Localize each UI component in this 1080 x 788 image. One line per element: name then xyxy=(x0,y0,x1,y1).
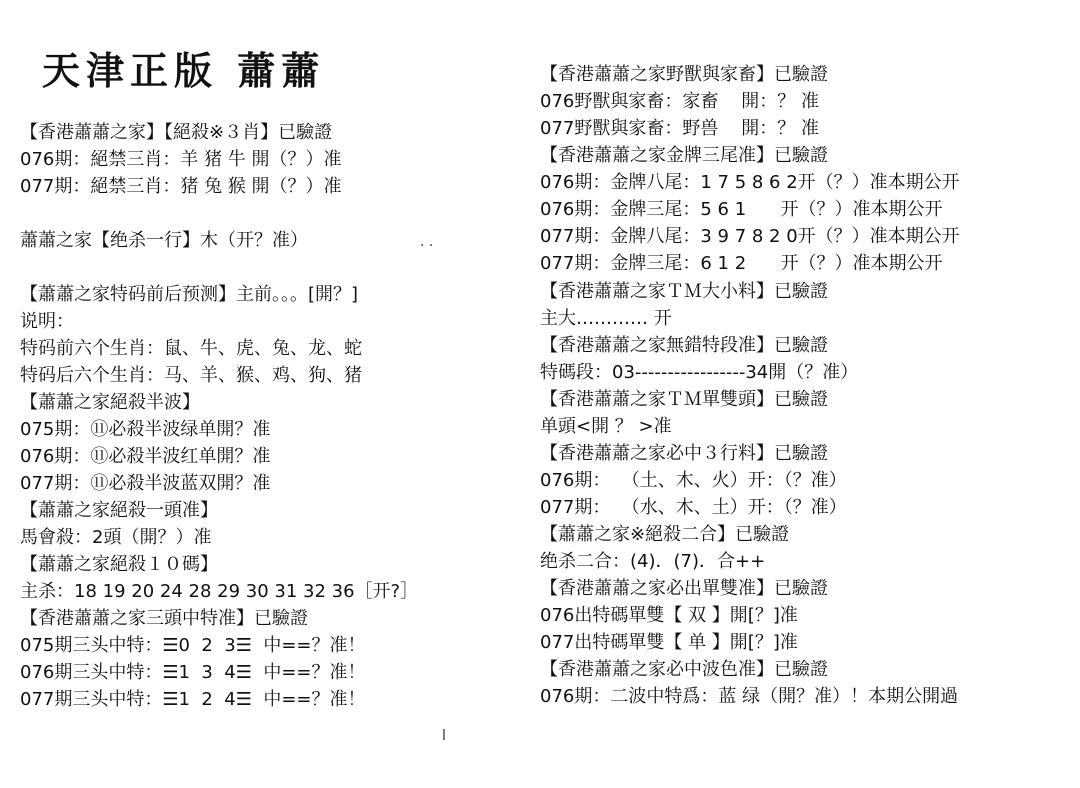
right-line-8: 077期：金牌三尾：6 1 2 开（？）准本期公开 xyxy=(540,253,943,274)
left-line-11: 076期：⑪必殺半波红单開？准 xyxy=(20,446,271,467)
page-number-mark: l xyxy=(442,728,446,744)
right-line-9: 【香港蕭蕭之家ＴＭ大小料】已驗證 xyxy=(540,281,828,302)
left-line-18: 075期三头中特：☰0 2 3☰ 中==？准！ xyxy=(20,635,366,656)
right-line-1: 【香港蕭蕭之家野獸與家畜】已驗證 xyxy=(540,64,828,85)
page-title: 天津正版 蕭蕭 xyxy=(42,48,326,93)
right-line-11: 【香港蕭蕭之家無錯特段准】已驗證 xyxy=(540,335,828,356)
right-line-21: 076出特碼單雙【 双 】開[？]准 xyxy=(540,605,798,626)
left-line-9: 【蕭蕭之家絕殺半波】 xyxy=(20,392,200,413)
left-line-5: 【蕭蕭之家特码前后预测】主前。。。[開？] xyxy=(20,284,359,305)
left-line-13: 【蕭蕭之家絕殺一頭准】 xyxy=(20,500,218,521)
left-line-14: 馬會殺：2頭（開？）准 xyxy=(20,527,212,548)
right-line-5: 076期：金牌八尾：1 7 5 8 6 2开（？）准本期公开 xyxy=(540,172,960,193)
left-line-10: 075期：⑪必殺半波绿单開？准 xyxy=(20,419,271,440)
right-line-13: 【香港蕭蕭之家ＴＭ單雙頭】已驗證 xyxy=(540,389,828,410)
right-line-10: 主大………… 开 xyxy=(540,308,672,329)
right-line-12: 特碼段：03-----------------34開（？准） xyxy=(540,362,859,383)
right-line-7: 077期：金牌八尾：3 9 7 8 2 0开（？）准本期公开 xyxy=(540,226,960,247)
left-line-7: 特码前六个生肖：鼠、牛、虎、兔、龙、蛇 xyxy=(20,338,362,359)
right-line-18: 【蕭蕭之家※絕殺二合】已驗證 xyxy=(540,524,790,545)
right-line-6: 076期：金牌三尾：5 6 1 开（？）准本期公开 xyxy=(540,199,943,220)
left-line-2: 076期：絕禁三肖：羊 猪 牛 開（？）准 xyxy=(20,149,342,170)
left-line-19: 076期三头中特：☰1 3 4☰ 中==？准！ xyxy=(20,662,366,683)
right-line-23: 【香港蕭蕭之家必中波色准】已驗證 xyxy=(540,659,828,680)
right-line-16: 076期： （土、木、火）开：（？准） xyxy=(540,470,847,491)
left-line-16: 主杀：18 19 20 24 28 29 30 31 32 36［开?］ xyxy=(20,581,419,602)
left-line-4: 蕭蕭之家【绝杀一行】木（开？准） xyxy=(20,230,308,251)
left-line-17: 【香港蕭蕭之家三頭中特准】已驗證 xyxy=(20,608,308,629)
left-line-8: 特码后六个生肖：马、羊、猴、鸡、狗、猪 xyxy=(20,365,362,386)
right-line-4: 【香港蕭蕭之家金牌三尾准】已驗證 xyxy=(540,145,828,166)
left-line-15: 【蕭蕭之家絕殺１０碼】 xyxy=(20,554,218,575)
right-line-15: 【香港蕭蕭之家必中３行料】已驗證 xyxy=(540,443,828,464)
right-line-22: 077出特碼單雙【 单 】開[？]准 xyxy=(540,632,798,653)
left-line-1: 【香港蕭蕭之家】【絕殺※３肖】已驗證 xyxy=(20,122,333,143)
left-line-20: 077期三头中特：☰1 2 4☰ 中==？准！ xyxy=(20,689,366,710)
right-line-24: 076期：二波中特爲：蓝 绿（開？准）！本期公開過 xyxy=(540,686,959,707)
ellipsis-dots: · · xyxy=(420,238,434,254)
right-line-17: 077期： （水、木、土）开：（？准） xyxy=(540,497,847,518)
left-line-6: 说明： xyxy=(20,311,74,332)
right-line-3: 077野獸與家畜：野兽 開：？ 准 xyxy=(540,118,819,139)
right-line-19: 绝杀二合：(4)．(7)．合++ xyxy=(540,551,766,572)
right-line-14: 单頭<開 ？ >准 xyxy=(540,416,672,437)
right-line-2: 076野獸與家畜：家畜 開：？ 准 xyxy=(540,91,819,112)
left-line-12: 077期：⑪必殺半波蓝双開？准 xyxy=(20,473,271,494)
right-line-20: 【香港蕭蕭之家必出單雙准】已驗證 xyxy=(540,578,828,599)
left-line-3: 077期：絕禁三肖：猪 兔 猴 開（？）准 xyxy=(20,176,342,197)
